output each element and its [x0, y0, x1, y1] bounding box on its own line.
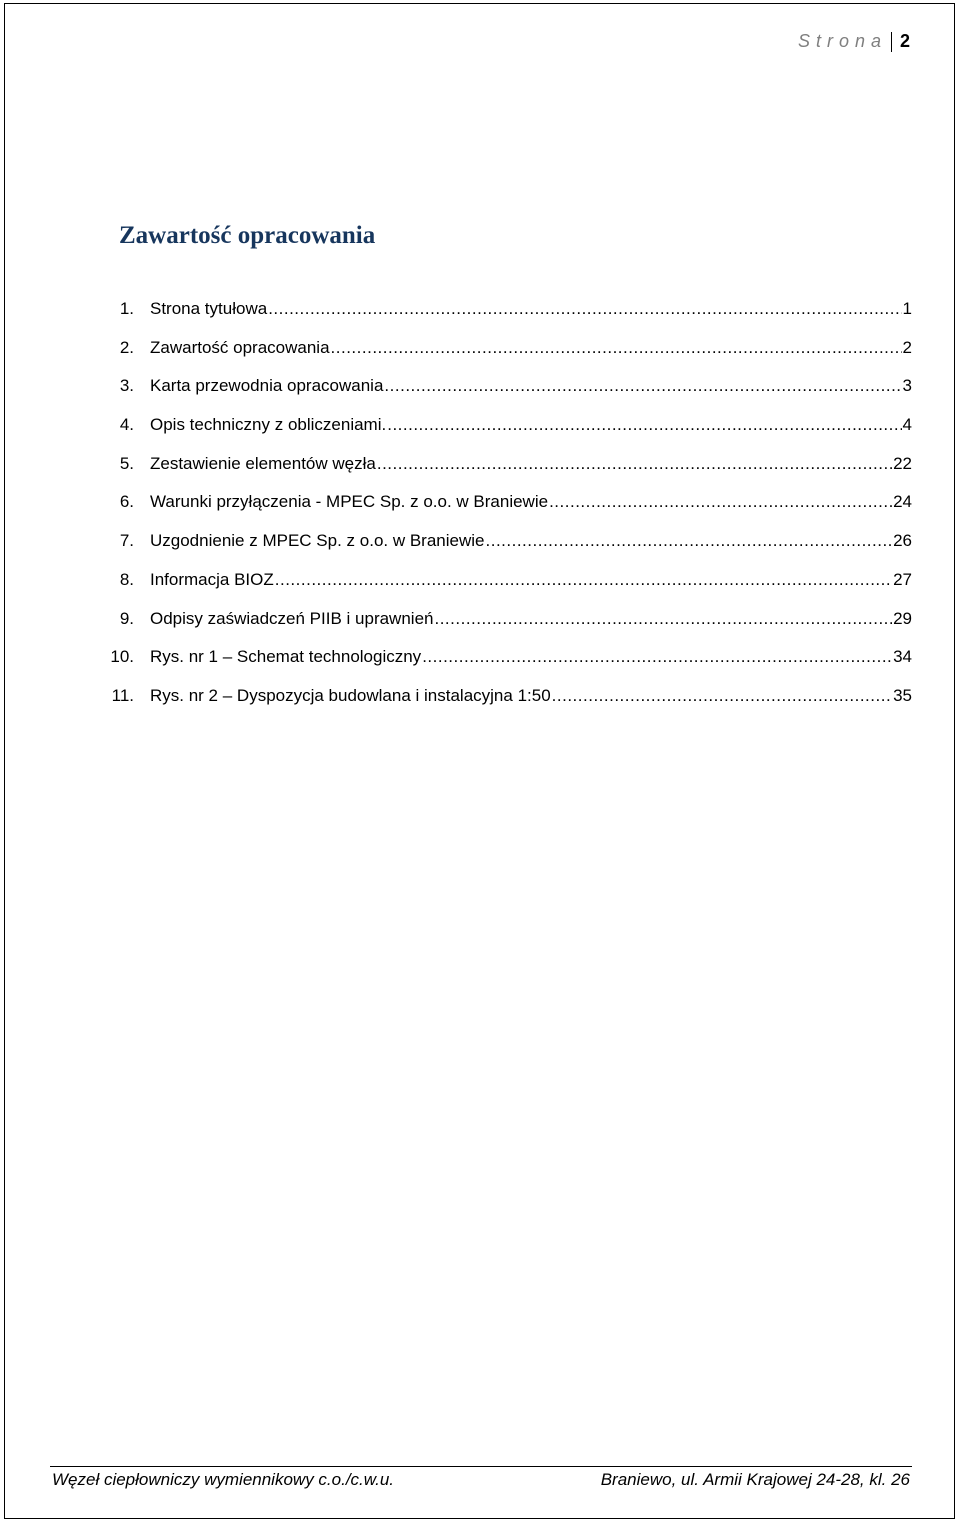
footer-address: Braniewo, ul. Armii Krajowej 24-28, kl. 26	[600, 1470, 910, 1489]
toc-entry-page: 34	[893, 647, 912, 667]
toc-entry-page: 2	[902, 337, 912, 357]
toc-dot-leader	[268, 299, 901, 319]
toc-entry[interactable]	[92, 609, 912, 648]
toc-entry-number: 11.	[111, 685, 134, 705]
toc-entry-page: 4	[902, 415, 912, 435]
toc-entry-page: 24	[893, 492, 912, 512]
toc-dot-leader	[422, 647, 892, 667]
toc-entry[interactable]	[92, 454, 912, 493]
toc-entry-title: Strona tytułowa	[150, 299, 268, 318]
toc-entry-number: 3.	[119, 376, 134, 396]
toc-entry-number: 7.	[119, 531, 134, 551]
toc-entry[interactable]	[92, 492, 912, 531]
toc-entry-title: Rys. nr 1 – Schemat technologiczny	[150, 647, 422, 667]
toc-entry-page: 3	[902, 376, 912, 396]
toc-entry[interactable]	[92, 647, 912, 686]
toc-entry-number: 9.	[119, 608, 134, 628]
toc-dot-leader	[549, 492, 892, 512]
toc-entry[interactable]	[92, 570, 912, 609]
footer-divider	[50, 1466, 912, 1467]
toc-entry-number: 2.	[119, 337, 134, 357]
toc-dot-leader	[486, 531, 893, 551]
toc-entry-number: 1.	[119, 299, 134, 318]
toc-entry-number: 6.	[119, 492, 134, 512]
toc-entry-title: Zestawienie elementów węzła	[150, 453, 376, 473]
toc-dot-leader	[552, 686, 892, 706]
toc-entry-title: Odpisy zaświadczeń PIIB i uprawnień	[150, 608, 434, 628]
toc-entry-page: 1	[902, 299, 912, 318]
toc-entry-title: Zawartość opracowania	[150, 337, 330, 357]
toc-entry[interactable]	[92, 299, 912, 338]
toc-dot-leader	[384, 376, 901, 396]
toc-entry-page: 26	[893, 531, 912, 551]
toc-entry-number: 4.	[119, 415, 134, 435]
toc-entry[interactable]	[92, 531, 912, 570]
toc-entry-title: Uzgodnienie z MPEC Sp. z o.o. w Braniewie	[150, 531, 485, 551]
footer-project-name: Węzeł ciepłowniczy wymiennikowy c.o./c.w.u.	[52, 1470, 395, 1489]
toc-entry-title: Karta przewodnia opracowania	[150, 376, 384, 396]
toc-entry-page: 35	[893, 685, 912, 705]
toc-entry[interactable]	[92, 376, 912, 415]
toc-dot-leader	[377, 454, 892, 474]
toc-entry-title: Warunki przyłączenia - MPEC Sp. z o.o. w Braniewie	[150, 492, 549, 512]
toc-dot-leader	[275, 570, 892, 590]
page-number: 2	[899, 31, 910, 51]
toc-entry[interactable]	[92, 338, 912, 377]
table-of-contents	[92, 299, 912, 725]
header-separator	[891, 32, 892, 52]
toc-entry-title: Rys. nr 2 – Dyspozycja budowlana i instalacyjna 1:50	[150, 685, 551, 705]
toc-entry[interactable]	[92, 415, 912, 454]
toc-entry[interactable]	[92, 686, 912, 725]
toc-entry-number: 10.	[110, 647, 134, 667]
page-title: Zawartość opracowania	[119, 222, 376, 249]
toc-entry-title: Opis techniczny z obliczeniami.	[150, 415, 387, 435]
toc-entry-page: 29	[893, 608, 912, 628]
toc-entry-number: 5.	[119, 453, 134, 473]
toc-dot-leader	[387, 415, 901, 435]
toc-entry-title: Informacja BIOZ	[150, 569, 274, 589]
toc-entry-number: 8.	[119, 569, 134, 589]
toc-entry-page: 27	[893, 569, 912, 589]
page-header	[798, 31, 910, 52]
toc-dot-leader	[434, 609, 892, 629]
toc-dot-leader	[331, 338, 902, 358]
page-header-label: Strona	[797, 31, 887, 51]
toc-entry-page: 22	[893, 453, 912, 473]
